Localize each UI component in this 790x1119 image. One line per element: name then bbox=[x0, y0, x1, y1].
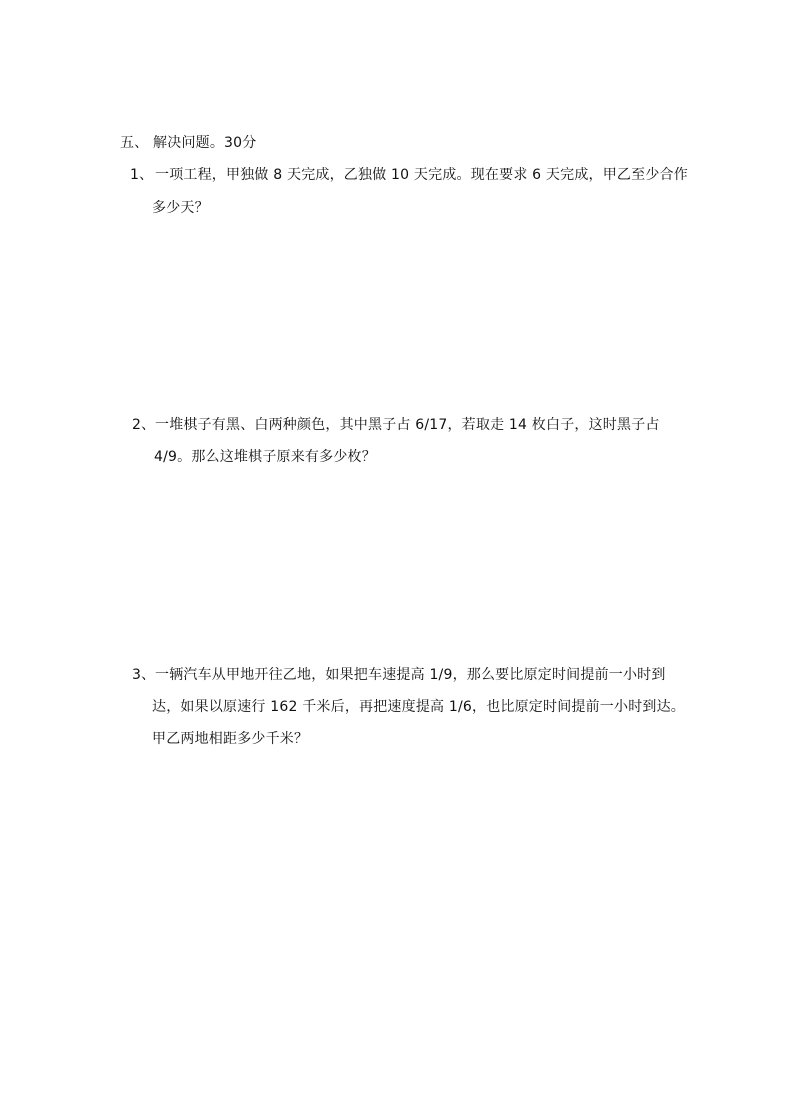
section-heading: 五、 解决问题。30分 bbox=[120, 135, 257, 151]
question-3-number: 3、 bbox=[132, 667, 156, 683]
question-1-text-line-1: 一项工程，甲独做 8 天完成，乙独做 10 天完成。现在要求 6 天完成，甲乙至少合作 bbox=[155, 167, 688, 183]
question-2-text-line-1: 一堆棋子有黑、白两种颜色，其中黑子占 6/17，若取走 14 枚白子，这时黑子占 bbox=[155, 417, 660, 433]
question-1-number: 1、 bbox=[130, 167, 154, 183]
question-1-text-line-2: 多少天？ bbox=[152, 200, 209, 216]
question-2-number: 2、 bbox=[132, 417, 156, 433]
question-3-text-line-3: 甲乙两地相距多少千米？ bbox=[152, 731, 309, 747]
question-3-text-line-2: 达，如果以原速行 162 千米后，再把速度提高 1/6，也比原定时间提前一小时到达。 bbox=[152, 699, 686, 715]
question-2-text-line-2: 4/9。那么这堆棋子原来有多少枚？ bbox=[154, 449, 376, 465]
question-3-text-line-1: 一辆汽车从甲地开往乙地，如果把车速提高 1/9，那么要比原定时间提前一小时到 bbox=[155, 667, 666, 683]
